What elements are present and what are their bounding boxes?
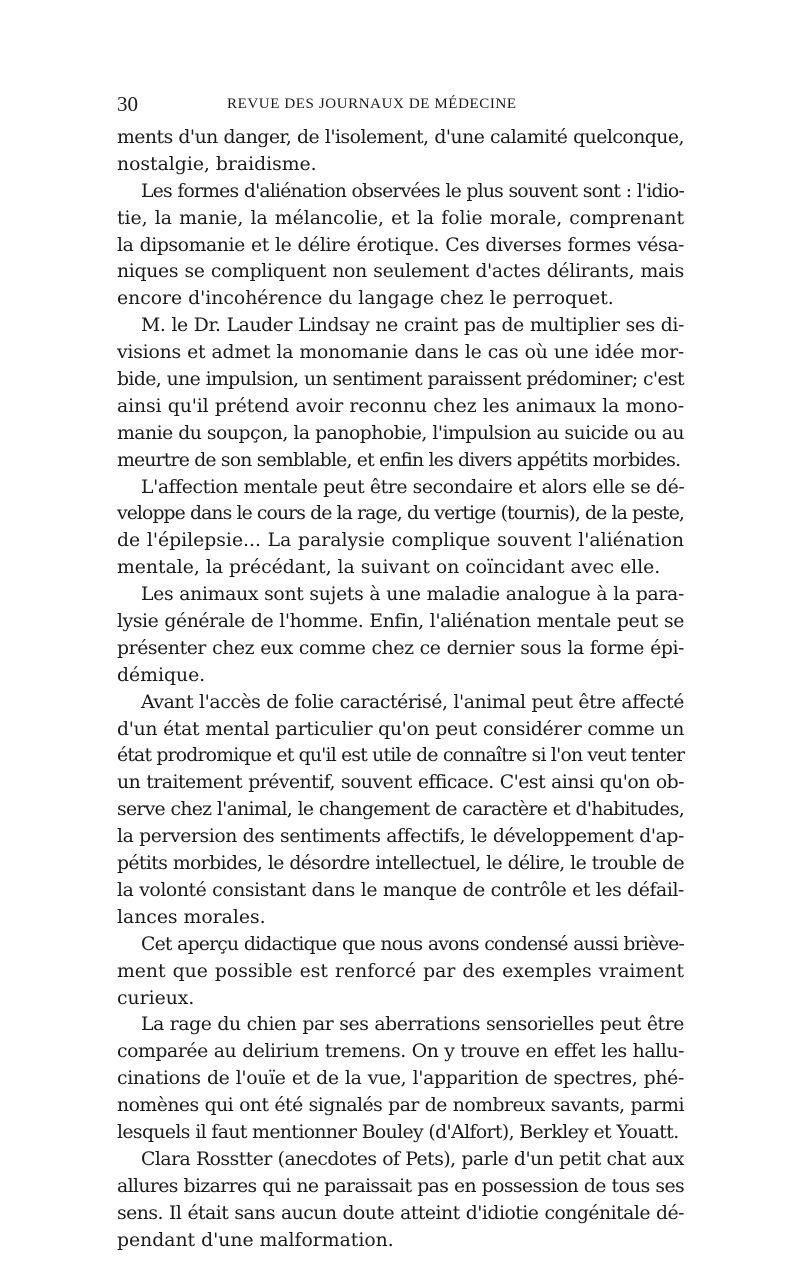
body-text	[117, 125, 684, 1254]
text-line: nomènes qui ont été signalés par de nombreux savants, parmi	[117, 1095, 684, 1117]
text-line: la dipsomanie et le délire érotique. Ces diverses formes vésa-	[117, 234, 684, 256]
text-line: Cet aperçu didactique que nous avons condensé aussi briève-	[141, 933, 684, 955]
text-line: état prodromique et qu'il est utile de connaître si l'on veut tenter	[117, 745, 685, 767]
text-line: lances morales.	[117, 906, 266, 928]
text-line: niques se compliquent non seulement d'actes délirants, mais	[117, 261, 684, 283]
text-line: la perversion des sentiments affectifs, le développement d'ap-	[117, 826, 684, 848]
text-line: veloppe dans le cours de la rage, du vertige (tournis), de la peste,	[117, 503, 684, 525]
text-line: pétits morbides, le désordre intellectuel, le délire, le trouble de	[117, 853, 684, 875]
text-line: cinations de l'ouïe et de la vue, l'apparition de spectres, phé-	[117, 1068, 684, 1090]
text-line: comparée au delirium tremens. On y trouve en effet les hallu-	[117, 1041, 684, 1063]
text-line: lesquels il faut mentionner Bouley (d'Alfort), Berkley et Youatt.	[117, 1121, 679, 1143]
text-line: sens. Il était sans aucun doute atteint d'idiotie congénitale dé-	[117, 1202, 684, 1224]
text-line: meurtre de son semblable, et enfin les divers appétits morbides.	[117, 449, 681, 471]
text-line: Les formes d'aliénation observées le plus souvent sont : l'idio-	[141, 180, 684, 202]
text-line: manie du soupçon, la panophobie, l'impulsion au suicide ou au	[117, 422, 684, 444]
text-line: Les animaux sont sujets à une maladie analogue à la para-	[141, 584, 684, 606]
text-line: lysie générale de l'homme. Enfin, l'aliénation mentale peut se	[117, 611, 684, 633]
text-line: serve chez l'animal, le changement de caractère et d'habitudes,	[117, 799, 684, 821]
running-title: REVUE DES JOURNAUX DE MÉDECINE	[227, 96, 517, 112]
text-line: curieux.	[117, 987, 195, 1009]
text-line: d'un état mental particulier qu'on peut considérer comme un	[117, 718, 684, 740]
text-line: tie, la manie, la mélancolie, et la folie morale, comprenant	[117, 207, 684, 229]
text-line: un traitement préventif, souvent efficace. C'est ainsi qu'on ob-	[117, 772, 684, 794]
text-line: Avant l'accès de folie caractérisé, l'animal peut être affecté	[141, 691, 684, 713]
running-head	[117, 92, 672, 122]
text-line: L'affection mentale peut être secondaire et alors elle se dé-	[141, 476, 685, 498]
text-line: la volonté consistant dans le manque de contrôle et les défail-	[117, 879, 684, 901]
page-number: 30	[117, 92, 138, 116]
text-line: allures bizarres qui ne paraissait pas en possession de tous ses	[117, 1175, 684, 1197]
text-line: nostalgie, braidisme.	[117, 153, 317, 175]
text-line: ainsi qu'il prétend avoir reconnu chez les animaux la mono-	[117, 395, 684, 417]
text-line: Clara Rosstter (anecdotes of Pets), parle d'un petit chat aux	[141, 1148, 684, 1170]
text-line: de l'épilepsie... La paralysie complique souvent l'aliénation	[117, 530, 684, 552]
text-line: visions et admet la monomanie dans le cas où une idée mor-	[117, 342, 684, 364]
text-line: bide, une impulsion, un sentiment paraissent prédominer; c'est	[117, 369, 684, 391]
text-line: M. le Dr. Lauder Lindsay ne craint pas de multiplier ses di-	[141, 315, 684, 337]
text-line: ments d'un danger, de l'isolement, d'une calamité quelconque,	[117, 127, 684, 148]
text-line: mentale, la précédant, la suivant on coïncidant avec elle.	[117, 557, 661, 579]
text-line: pendant d'une malformation.	[117, 1229, 394, 1251]
text-line: encore d'incohérence du langage chez le perroquet.	[117, 288, 614, 310]
text-line: ment que possible est renforcé par des exemples vraiment	[117, 960, 684, 982]
text-line: présenter chez eux comme chez ce dernier sous la forme épi-	[117, 637, 684, 659]
text-line: La rage du chien par ses aberrations sensorielles peut être	[141, 1014, 684, 1036]
text-line: démique.	[117, 664, 206, 686]
